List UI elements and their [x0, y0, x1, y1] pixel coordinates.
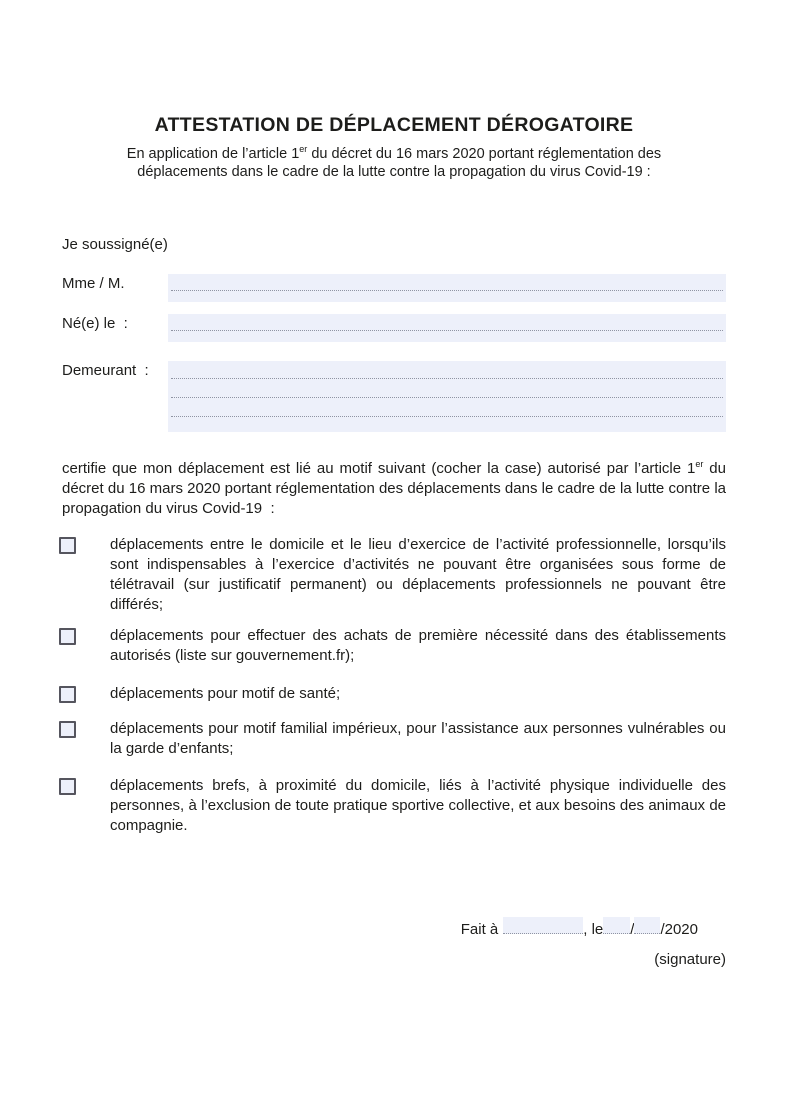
motif-checkbox-exercise[interactable]	[59, 778, 76, 795]
motif-item-shopping	[62, 626, 726, 666]
motif-item-exercise	[62, 776, 726, 836]
name-input[interactable]	[168, 274, 726, 302]
birthdate-label: Né(e) le :	[62, 315, 128, 332]
fait-a-line	[62, 917, 726, 940]
date-separator: /	[630, 921, 635, 938]
address-input[interactable]	[168, 361, 726, 432]
dotted-line	[171, 330, 723, 331]
motif-checkbox-work[interactable]	[59, 537, 76, 554]
dotted-line	[171, 378, 723, 379]
certify-superscript: er	[695, 459, 704, 469]
civility-row	[62, 274, 726, 302]
civility-label: Mme / M.	[62, 275, 125, 292]
motif-checkbox-health[interactable]	[59, 686, 76, 703]
certify-text: certifie que mon déplacement est lié au motif suivant (cocher la case) autorisé par l’article 1	[62, 460, 696, 477]
subtitle-text: En application de l’article 1	[126, 146, 300, 162]
address-label: Demeurant :	[62, 362, 149, 379]
subtitle-superscript: er	[299, 144, 308, 155]
motif-item-work	[62, 535, 726, 615]
motif-checkbox-shopping[interactable]	[59, 628, 76, 645]
year-label: /2020	[660, 921, 698, 938]
fait-a-label: Fait à	[460, 921, 499, 938]
motif-text: déplacements brefs, à proximité du domicile, liés à l’activité physique individuelle des personnes, à l’exclusion de toute pratique sportive collective, et aux besoins des animaux de compagnie.	[110, 777, 726, 834]
address-row	[62, 361, 726, 432]
month-input[interactable]	[634, 917, 660, 934]
motif-text: déplacements entre le domicile et le lieu d’exercice de l’activité professionnelle, lorsqu’ils sont indispensables à l’exercice d’activités ne pouvant être organisées sous forme de télétravail (sur justificatif permanent) ou déplacements professionnels ne pouvant être différés;	[110, 536, 726, 613]
dotted-line	[171, 397, 723, 398]
page-subtitle	[94, 145, 694, 181]
certify-text-after: du décret du 16 mars 2020 portant réglementation des déplacements dans le cadre de la lutte contre la propagation du virus Covid-19 :	[62, 460, 726, 517]
birthdate-input[interactable]	[168, 314, 726, 342]
intro-label: Je soussigné(e)	[62, 236, 168, 253]
birthdate-row	[62, 314, 726, 342]
motif-item-health	[62, 684, 726, 704]
certify-paragraph	[62, 459, 726, 519]
motif-text: déplacements pour motif familial impérieux, pour l’assistance aux personnes vulnérables ou la garde d’enfants;	[110, 720, 726, 757]
signature-label: (signature)	[654, 951, 726, 968]
motif-checkbox-family[interactable]	[59, 721, 76, 738]
city-input[interactable]	[503, 917, 583, 934]
dotted-line	[171, 290, 723, 291]
le-label: , le	[583, 921, 604, 938]
motif-text: déplacements pour effectuer des achats de première nécessité dans des établissements autorisés (liste sur gouvernement.fr);	[110, 627, 726, 664]
motif-item-family	[62, 719, 726, 759]
dotted-line	[171, 416, 723, 417]
page-title: ATTESTATION DE DÉPLACEMENT DÉROGATOIRE	[154, 114, 634, 136]
motifs-list	[62, 535, 726, 836]
day-input[interactable]	[603, 917, 630, 934]
subtitle-text-after: du décret du 16 mars 2020 portant réglementation des déplacements dans le cadre de la lutte contre la propagation du virus Covid-19 :	[137, 146, 662, 180]
motif-text: déplacements pour motif de santé;	[110, 685, 341, 702]
